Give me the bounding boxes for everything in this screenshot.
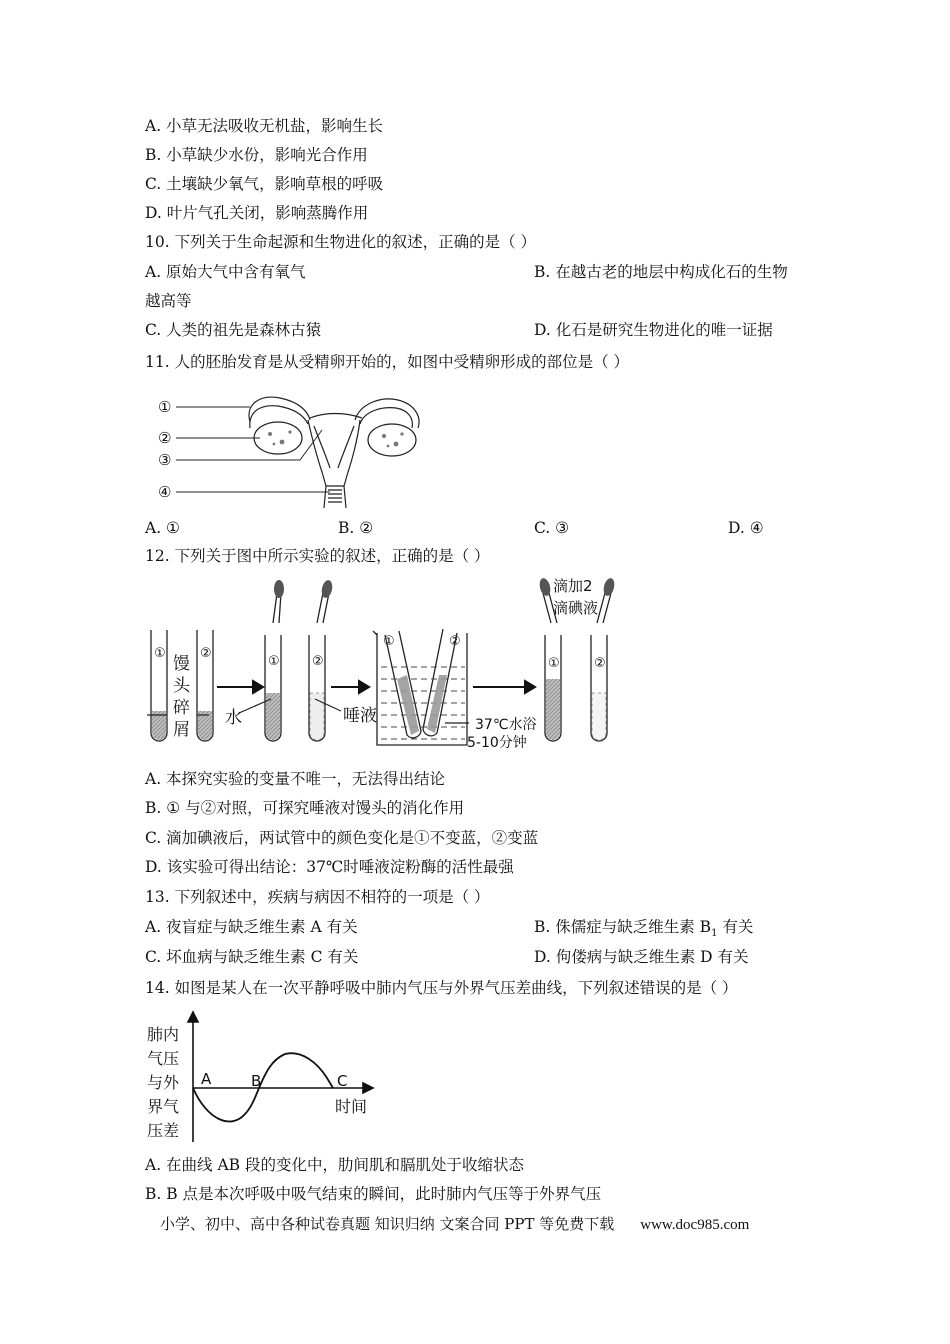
q9-option-a: A. 小草无法吸收无机盐，影响生长 [145,117,384,135]
uterus-diagram [150,382,440,510]
q10-option-d: D. 化石是研究生物进化的唯一证据 [534,321,773,339]
point-a: A [201,1070,212,1088]
water-bath-label: 37℃水浴 [475,717,537,733]
q10-option-a: A. 原始大气中含有氧气 [145,263,306,281]
q12-option-b: B. ① 与②对照，可探究唾液对馒头的消化作用 [145,799,465,817]
saliva-label: 唾液 [343,706,377,726]
q10-stem: 10. 下列关于生命起源和生物进化的叙述，正确的是（ ） [145,233,537,251]
tube-2-label-step2: ② [312,654,324,669]
tube-2-label: ② [200,646,212,661]
q13-option-c: C. 坏血病与缺乏维生素 C 有关 [145,948,359,966]
tube-1-label: ① [154,646,166,661]
mantou-char-3: 碎 [173,698,190,718]
q13-option-b [534,917,753,944]
q10-option-c: C. 人类的祖先是森林古猿 [145,321,322,339]
saliva-experiment-diagram [145,575,630,755]
tube-1-label-bath: ① [383,634,395,649]
q13-option-d: D. 佝偻病与缺乏维生素 D 有关 [534,948,749,966]
point-b: B [251,1072,262,1090]
y-axis-label-4: 界气 [147,1097,180,1116]
iodine-label-1: 滴加2 [553,577,593,595]
label-4: ④ [158,483,172,501]
q9-option-c: C. 土壤缺少氧气，影响草根的呼吸 [145,175,384,193]
q13-option-b-text: B. 侏儒症与缺乏维生素 B [534,918,712,936]
y-axis-label-2: 气压 [147,1049,180,1068]
q13-option-b-subscript: 1 [711,928,718,940]
q10-option-b-continued: 越高等 [145,292,192,310]
footer-url[interactable]: www.doc985.com [640,1217,750,1233]
label-2: ② [158,429,172,447]
q11-option-c: C. ③ [534,519,570,537]
q13-stem: 13. 下列叙述中，疾病与病因不相符的一项是（ ） [145,888,490,906]
q12-option-c: C. 滴加碘液后，两试管中的颜色变化是①不变蓝，②变蓝 [145,829,539,847]
q14-option-b: B. B 点是本次呼吸中吸气结束的瞬间，此时肺内气压等于外界气压 [145,1185,602,1203]
q10-option-b: B. 在越古老的地层中构成化石的生物 [534,263,788,281]
q11-option-d: D. ④ [728,519,764,537]
iodine-label-2: 滴碘液 [553,599,599,617]
y-axis-label-1: 肺内 [147,1025,180,1044]
y-axis-label-3: 与外 [147,1073,180,1092]
tube-2-label-step4: ② [594,656,606,671]
q13-option-b-tail: 有关 [717,918,754,936]
q13-option-a: A. 夜盲症与缺乏维生素 A 有关 [145,918,358,936]
mantou-char-1: 馒 [173,654,190,674]
q14-stem: 14. 如图是某人在一次平静呼吸中肺内气压与外界气压差曲线，下列叙述错误的是（ ） [145,979,738,997]
label-1: ① [158,398,172,416]
q9-option-b: B. 小草缺少水份，影响光合作用 [145,146,368,164]
q11-option-a: A. ① [145,519,180,537]
footer-text: 小学、初中、高中各种试卷真题 知识归纳 文案合同 PPT 等免费下载 [160,1215,615,1233]
q11-option-b: B. ② [338,519,374,537]
x-axis-label: 时间 [335,1097,368,1116]
label-3: ③ [158,451,172,469]
q12-option-a: A. 本探究实验的变量不唯一，无法得出结论 [145,770,446,788]
bath-time-label: 5-10分钟 [467,735,527,751]
q12-option-d: D. 该实验可得出结论：37℃时唾液淀粉酶的活性最强 [145,858,514,876]
q11-stem: 11. 人的胚胎发育是从受精卵开始的，如图中受精卵形成的部位是（ ） [145,353,630,371]
pressure-curve-graph [145,1010,385,1145]
y-axis-label-5: 压差 [147,1121,180,1140]
q14-option-a: A. 在曲线 AB 段的变化中，肋间肌和膈肌处于收缩状态 [145,1156,524,1174]
q12-stem: 12. 下列关于图中所示实验的叙述，正确的是（ ） [145,547,490,565]
mantou-char-4: 屑 [173,720,190,740]
q9-option-d: D. 叶片气孔关闭，影响蒸腾作用 [145,204,369,222]
tube-1-label-step2: ① [268,654,280,669]
page-footer [160,1213,749,1234]
tube-1-label-step4: ① [548,656,560,671]
water-label: 水 [225,708,242,728]
mantou-char-2: 头 [173,676,190,696]
tube-2-label-bath: ② [449,634,461,649]
point-c: C [337,1072,348,1090]
